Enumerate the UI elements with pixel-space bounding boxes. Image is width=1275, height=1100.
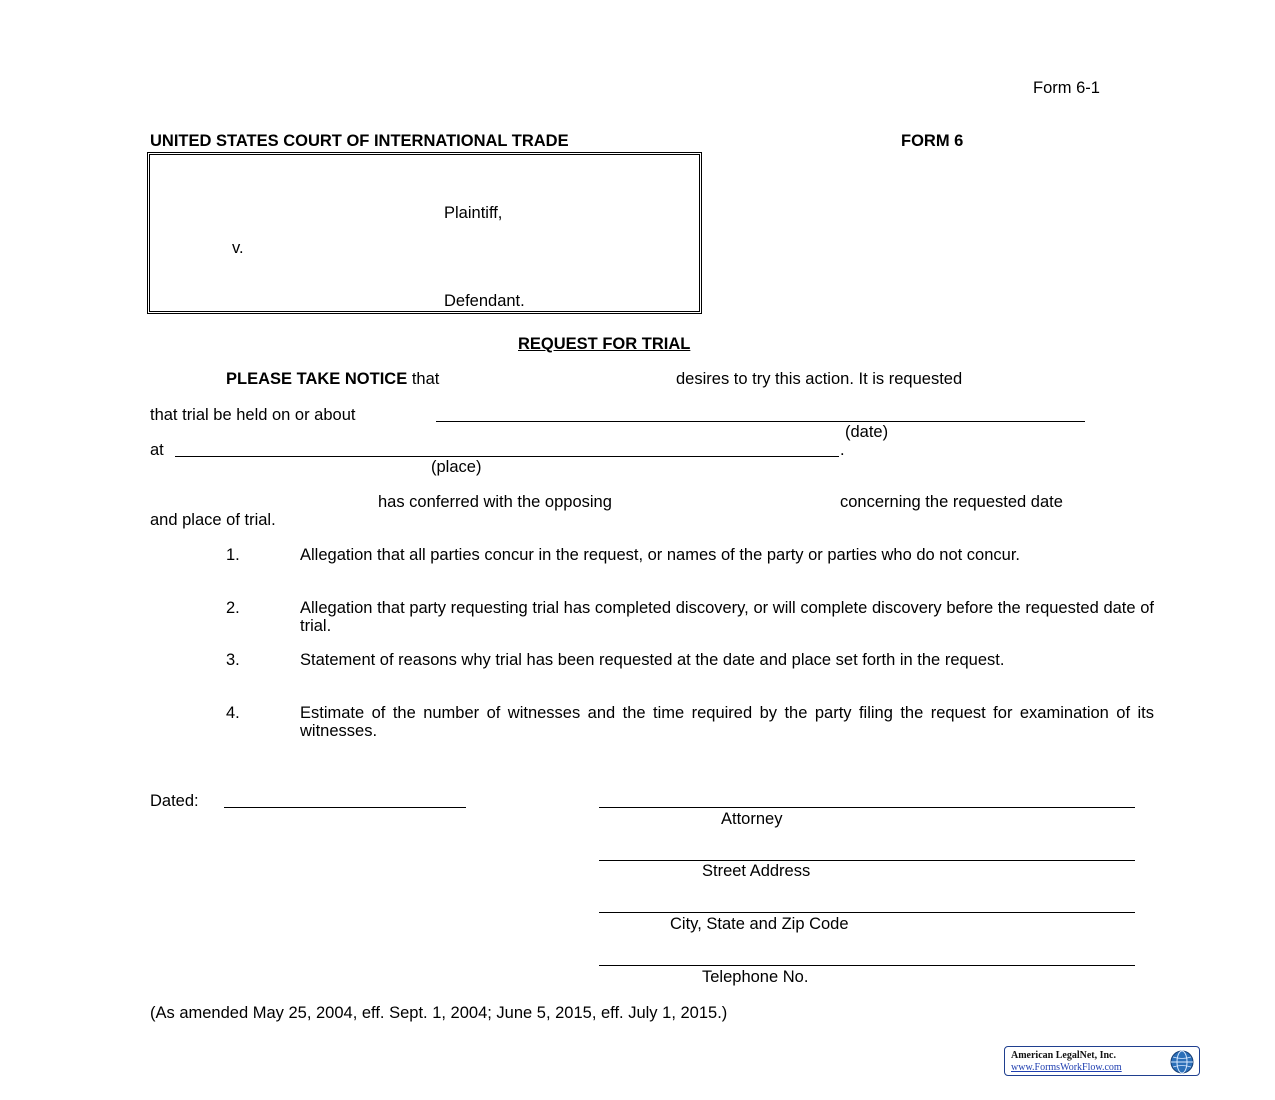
dated-field-line[interactable] <box>224 807 466 808</box>
american-legalnet-logo[interactable] <box>1004 1046 1200 1076</box>
at-label: at <box>150 441 164 459</box>
place-field-line[interactable] <box>175 456 839 457</box>
street-address-label: Street Address <box>702 862 811 880</box>
item-text: Allegation that all parties concur in the request, or names of the party or parties who do not concur. <box>300 546 1020 564</box>
document-title: REQUEST FOR TRIAL <box>518 335 691 353</box>
item-text: Estimate of the number of witnesses and the time required by the party filing the request for examination of its witnesses. <box>300 704 1154 740</box>
date-field-line[interactable] <box>436 421 1085 422</box>
conferred-text-2: concerning the requested date <box>840 493 1063 511</box>
place-label: (place) <box>431 458 482 476</box>
city-state-zip-label: City, State and Zip Code <box>670 915 849 933</box>
form-label: FORM 6 <box>901 132 964 150</box>
place-period: . <box>840 441 845 459</box>
item-number: 1. <box>226 546 240 564</box>
notice-lead-bold: PLEASE TAKE NOTICE <box>226 370 408 388</box>
notice-lead <box>226 371 439 388</box>
item-number: 2. <box>226 599 240 617</box>
item-number: 3. <box>226 651 240 669</box>
telephone-line[interactable] <box>599 965 1135 966</box>
notice-desires: desires to try this action. It is requested <box>676 370 963 388</box>
form-reference: Form 6-1 <box>1033 79 1100 97</box>
dated-label: Dated: <box>150 792 199 810</box>
plaintiff-label: Plaintiff, <box>444 204 503 222</box>
attorney-label: Attorney <box>721 810 783 828</box>
defendant-label: Defendant. <box>444 292 525 310</box>
conferred-text-3: and place of trial. <box>150 511 276 529</box>
globe-icon <box>1169 1049 1195 1075</box>
telephone-label: Telephone No. <box>702 968 809 986</box>
versus-label: v. <box>232 239 244 257</box>
city-state-zip-line[interactable] <box>599 912 1135 913</box>
logo-website-link[interactable]: www.FormsWorkFlow.com <box>1011 1062 1122 1073</box>
item-text: Allegation that party requesting trial has completed discovery, or will complete discovery before the requested date of trial. <box>300 599 1154 635</box>
amendment-note: (As amended May 25, 2004, eff. Sept. 1, 2004; June 5, 2015, eff. July 1, 2015.) <box>150 1004 728 1022</box>
date-label: (date) <box>845 423 889 441</box>
court-title: UNITED STATES COURT OF INTERNATIONAL TRADE <box>150 132 569 150</box>
trial-held-text: that trial be held on or about <box>150 406 356 424</box>
item-number: 4. <box>226 704 240 722</box>
notice-lead-rest: that <box>411 370 440 388</box>
item-text: Statement of reasons why trial has been requested at the date and place set forth in the request. <box>300 651 1005 669</box>
case-caption-box <box>147 152 702 314</box>
logo-company-name: American LegalNet, Inc. <box>1011 1050 1116 1061</box>
attorney-signature-line[interactable] <box>599 807 1135 808</box>
conferred-text-1: has conferred with the opposing <box>378 493 612 511</box>
street-address-line[interactable] <box>599 860 1135 861</box>
